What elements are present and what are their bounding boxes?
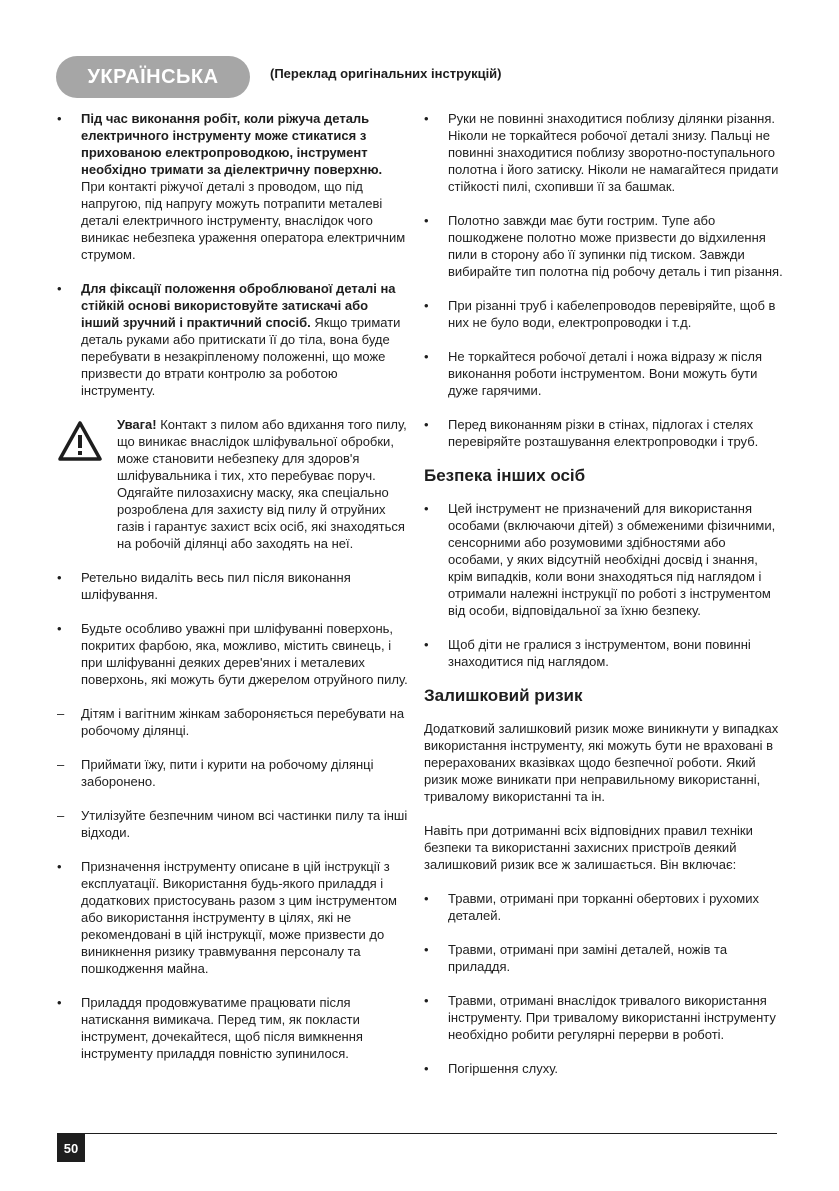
list-item <box>424 992 784 1043</box>
list-item <box>424 636 784 670</box>
item-text: При контакті ріжучої деталі з проводом, що під напругою, під напругу можуть потрапити металеві деталі електричного інструменту, внаслідок чого виникає небезпека ураження оператора електричним струмом. <box>81 179 406 262</box>
left-column <box>57 110 409 1079</box>
item-text: Призначення інструменту описане в цій інструкції з експлуатації. Використання будь-якого приладдя і додаткових пристосувань разом з цим інструментом або використання інструменту в цілях, які не рекомендовані в цій інструкції, може призвести до виникнення ризику травмування персоналу та пошкодження майна. <box>81 859 397 976</box>
bullet-marker: • <box>424 349 429 364</box>
list-item <box>424 1060 784 1077</box>
bullet-marker: • <box>424 111 429 126</box>
dash-marker: – <box>57 706 65 721</box>
list-item <box>424 110 784 195</box>
section-title-residual-risk: Залишковий ризик <box>424 686 583 705</box>
list-item <box>424 348 784 399</box>
bullet-marker: • <box>424 417 429 432</box>
item-text: Приймати їжу, пити і курити на робочому ділянці заборонено. <box>81 757 374 789</box>
item-text: Цей інструмент не призначений для використання особами (включаючи дітей) з обмеженими фізичними, сенсорними або розумовими здібностями або особами, у яких відсутній необхідні досвід і знання, крім випадків, коли вони знаходяться під наглядом і отримали належні інструкції по роботі з інструментом від особи, відповідальної за їхню безпеку. <box>448 501 776 618</box>
bullet-marker: • <box>424 213 429 228</box>
list-item <box>57 705 409 739</box>
item-text: Травми, отримані при заміні деталей, ножів та приладдя. <box>448 942 728 974</box>
item-text: Погіршення слуху. <box>448 1061 558 1076</box>
bullet-marker: • <box>424 1061 429 1076</box>
list-item <box>57 280 409 399</box>
paragraph: Додатковий залишковий ризик може виникнути у випадках використання інструменту, які можуть бути не враховані в перерахованих вказівках щодо безпечної роботи. Який ризик може виникати при неправильному використанні, тривалому використанні та ін. <box>424 721 779 804</box>
item-text: Перед виконанням різки в стінах, підлогах і стелях перевіряйте розташування електропроводки і труб. <box>448 417 759 449</box>
dash-marker: – <box>57 757 65 772</box>
item-text: При різанні труб і кабелепроводов перевіряйте, щоб в них не було води, електропроводки і т.д. <box>448 298 776 330</box>
language-label: УКРАЇНСЬКА <box>56 56 250 98</box>
list-item <box>57 620 409 688</box>
right-column <box>424 110 784 1094</box>
item-text: Ретельно видаліть весь пил після виконання шліфування. <box>81 570 351 602</box>
item-text: Якщо тримати деталь руками або притискати її до тіла, вона буде перебувати в незакріпленому положенні, що може призвести до втрати контролю за роботою інструменту. <box>81 315 401 398</box>
warning-text: Контакт з пилом або вдихання того пилу, що виникає внаслідок шліфувальної обробки, може становити небезпеку для здоров'я шліфувальника і тих, хто перебуває поруч. Одягайте пилозахисну маску, яка спеціально розроблена для захисту від пилу й отруйних газів і гарантує захист всіх осіб, які знаходяться на робочій ділянці або заходять на неї. <box>117 417 407 551</box>
bullet-marker: • <box>57 621 62 636</box>
list-item <box>424 212 784 280</box>
list-item <box>57 569 409 603</box>
bullet-marker: • <box>57 995 62 1010</box>
list-item <box>57 994 409 1062</box>
bullet-marker: • <box>57 859 62 874</box>
header-note: (Переклад оригінальних інструкцій) <box>270 66 502 81</box>
list-item <box>57 858 409 977</box>
item-text: Приладдя продовжуватиме працювати після натискання вимикача. Перед тим, як покласти інструмент, дочекайтеся, щоб після вимкнення інструменту приладдя повністю зупинилося. <box>81 995 363 1061</box>
item-text: Щоб діти не гралися з інструментом, вони повинні знаходитися під наглядом. <box>448 637 751 669</box>
bullet-marker: • <box>424 942 429 957</box>
warning-block <box>57 416 409 552</box>
list-item <box>424 890 784 924</box>
item-text: Не торкайтеся робочої деталі і ножа відразу ж після виконання роботи інструментом. Вони можуть бути дуже гарячими. <box>448 349 763 398</box>
bullet-marker: • <box>424 993 429 1008</box>
footer-divider <box>57 1133 777 1134</box>
item-text: Полотно завжди має бути гострим. Тупе або пошкоджене полотно може призвести до відхилення пили в сторону або її зупинки під тиском. Завжди вибирайте тип полотна під робочу деталь і тип різання. <box>448 213 783 279</box>
bullet-marker: • <box>424 891 429 906</box>
item-text: Руки не повинні знаходитися поблизу ділянки різання. Ніколи не торкайтеся робочої деталі знизу. Пальці не повинні знаходитися поблизу зворотно-поступального полотна і його затиску. Ніколи не намагайтеся придати стійкості пилі, схопивши її за башмак. <box>448 111 779 194</box>
item-bold-text: Під час виконання робіт, коли ріжуча деталь електричного інструменту може стикатися з прихованою електропроводкою, інструмент необхідно тримати за діелектричну поверхню. <box>81 111 383 177</box>
list-item <box>424 297 784 331</box>
warning-triangle-icon <box>57 416 117 552</box>
bullet-marker: • <box>57 111 62 126</box>
bullet-marker: • <box>424 298 429 313</box>
warning-label: Увага! <box>117 417 157 432</box>
page-number: 50 <box>57 1134 85 1162</box>
list-item <box>57 807 409 841</box>
bullet-marker: • <box>57 281 62 296</box>
list-item <box>57 110 409 263</box>
paragraph: Навіть при дотриманні всіх відповідних правил техніки безпеки та використанні захисних пристроїв деякий залишковий ризик все ж залишається. Він включає: <box>424 823 753 872</box>
item-text: Дітям і вагітним жінкам забороняється перебувати на робочому ділянці. <box>81 706 405 738</box>
list-item <box>424 941 784 975</box>
dash-marker: – <box>57 808 65 823</box>
section-title-others-safety: Безпека інших осіб <box>424 466 586 485</box>
list-item <box>424 500 784 619</box>
item-text: Травми, отримані при торканні обертових і рухомих деталей. <box>448 891 759 923</box>
item-text: Утилізуйте безпечним чином всі частинки пилу та інші відходи. <box>81 808 408 840</box>
bullet-marker: • <box>424 637 429 652</box>
item-text: Будьте особливо уважні при шліфуванні поверхонь, покритих фарбою, яка, можливо, містить свинець, і при шліфуванні деяких дерев'яних і металевих поверхонь, які можуть бути джерелом отруйного пилу. <box>81 621 408 687</box>
bullet-marker: • <box>424 501 429 516</box>
item-bold-text: Для фіксації положення оброблюваної деталі на стійкій основі використовуйте затискачі або інший зручний і практичний спосіб. <box>81 281 396 330</box>
item-text: Травми, отримані внаслідок тривалого використання інструменту. При тривалому використанні інструменту необхідно робити регулярні перерви в роботі. <box>448 993 776 1042</box>
list-item <box>424 416 784 450</box>
list-item <box>57 756 409 790</box>
bullet-marker: • <box>57 570 62 585</box>
